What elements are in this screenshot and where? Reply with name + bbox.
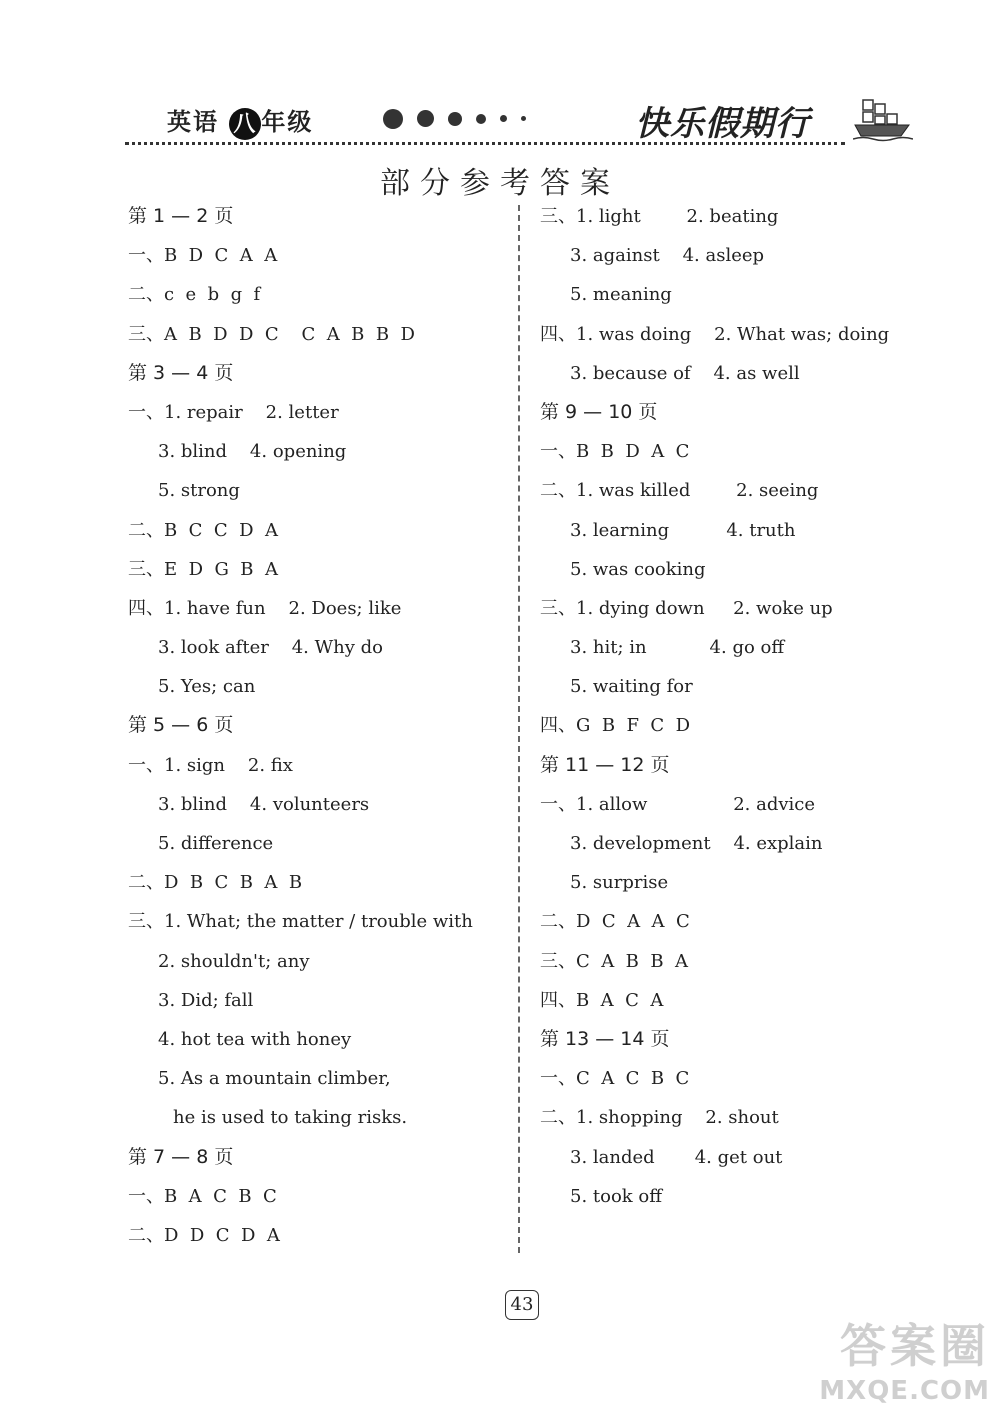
answer-line: 一、B D C A A [128, 245, 278, 267]
page-range-heading: 第 9 — 10 页 [540, 400, 658, 423]
page-number: 43 [505, 1290, 539, 1320]
answer-line: 3. landed 4. get out [570, 1146, 783, 1168]
answer-line: 一、1. repair 2. letter [128, 401, 339, 423]
page-range-heading: 第 13 — 14 页 [540, 1027, 670, 1050]
watermark-logo [790, 1310, 990, 1406]
answer-line: 三、A B D D C C A B B D [128, 323, 415, 345]
answer-column-left [128, 197, 473, 1255]
answer-line: 3. look after 4. Why do [158, 637, 383, 659]
answer-line: he is used to taking risks. [173, 1107, 408, 1129]
answer-line: 5. surprise [570, 872, 669, 894]
answer-line: 5. meaning [570, 284, 672, 306]
answer-line: 5. difference [158, 833, 274, 854]
answer-line: 三、1. dying down 2. woke up [540, 597, 833, 619]
answer-line: 5. Yes; can [158, 676, 256, 698]
answer-line: 三、E D G B A [128, 558, 278, 580]
page-range-heading: 第 7 — 8 页 [128, 1145, 234, 1168]
subject-text: 英语 [167, 107, 219, 136]
answer-line: 四、1. have fun 2. Does; like [128, 597, 402, 619]
answer-line: 一、C A C B C [540, 1068, 690, 1090]
watermark-line1: 答案圈 [840, 1319, 990, 1373]
brand-title: 快乐假期行 [635, 104, 810, 144]
page-range-heading: 第 1 — 2 页 [128, 205, 234, 227]
answer-line: 5. As a mountain climber, [158, 1068, 391, 1090]
answer-line: 3. Did; fall [158, 989, 254, 1011]
grade-circle: 八 [229, 108, 261, 140]
answer-line: 3. learning 4. truth [570, 519, 796, 541]
answer-line: 3. against 4. asleep [570, 245, 765, 267]
answer-line: 二、D B C B A B [128, 872, 303, 894]
page-range-heading: 第 11 — 12 页 [540, 753, 670, 776]
answer-line: 5. took off [570, 1185, 663, 1207]
subject-grade-label [167, 102, 313, 140]
answer-line: 四、B A C A [540, 989, 664, 1011]
answer-line: 二、c e b g f [128, 284, 261, 306]
answer-line: 一、B B D A C [540, 441, 690, 463]
answer-line: 3. hit; in 4. go off [570, 637, 785, 659]
answer-line: 一、1. sign 2. fix [128, 754, 293, 776]
answer-line: 三、1. light 2. beating [540, 206, 779, 227]
answer-line: 3. because of 4. as well [570, 362, 800, 384]
answer-line: 二、B C C D A [128, 519, 278, 541]
answer-line: 一、1. allow 2. advice [540, 793, 816, 815]
answer-line: 二、D C A A C [540, 911, 690, 933]
answer-line: 5. waiting for [570, 676, 693, 698]
decorative-dots [383, 108, 540, 129]
column-divider [518, 205, 520, 1253]
answer-line: 四、G B F C D [540, 715, 691, 737]
answer-line: 二、D D C D A [128, 1224, 280, 1246]
page-title: 部分参考答案 [380, 166, 620, 201]
answer-line: 一、B A C B C [128, 1185, 277, 1207]
grade-suffix: 年级 [261, 107, 314, 136]
answer-line: 3. blind 4. volunteers [158, 793, 370, 815]
answer-line: 二、1. was killed 2. seeing [540, 480, 819, 502]
answer-line: 二、1. shopping 2. shout [540, 1107, 779, 1129]
answer-line: 3. development 4. explain [570, 833, 823, 854]
answer-line: 三、C A B B A [540, 950, 688, 972]
answer-line: 4. hot tea with honey [158, 1028, 352, 1050]
ship-icon [853, 92, 913, 142]
answer-line: 5. was cooking [570, 558, 706, 580]
answer-line: 5. strong [158, 480, 240, 502]
watermark-line2: MXQE.COM [819, 1376, 990, 1406]
answer-column-right [540, 197, 889, 1216]
answer-line: 四、1. was doing 2. What was; doing [540, 323, 890, 345]
header-rule [125, 142, 845, 145]
page-range-heading: 第 5 — 6 页 [128, 714, 234, 737]
page-range-heading: 第 3 — 4 页 [128, 361, 234, 384]
answer-line: 3. blind 4. opening [158, 441, 347, 463]
answer-line: 三、1. What; the matter / trouble with [128, 911, 473, 933]
answer-line: 2. shouldn't; any [158, 950, 310, 972]
